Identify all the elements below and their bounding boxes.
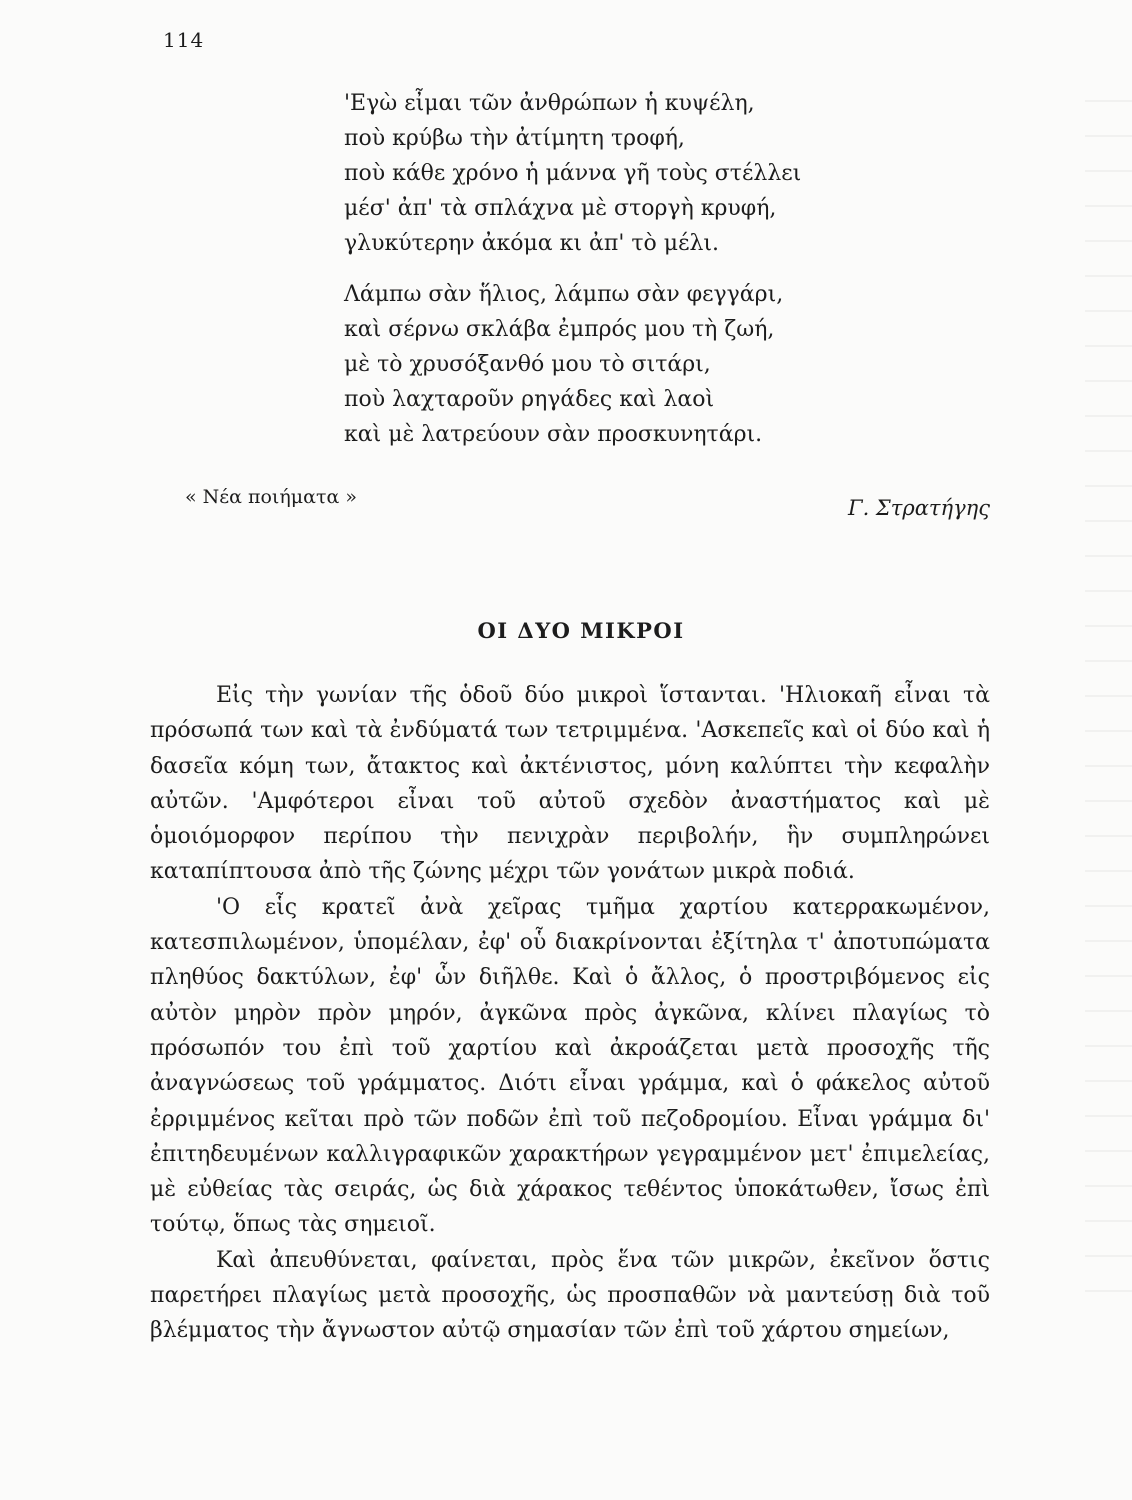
poem-author: Γ. Στρατήγης xyxy=(848,496,991,520)
poem-line: Λάμπω σὰν ἥλιος, λάμπω σὰν φεγγάρι, xyxy=(344,282,784,307)
poem-line: μὲ τὸ χρυσόξανθό μου τὸ σιτάρι, xyxy=(344,352,711,377)
article-body xyxy=(150,678,990,1349)
poem-line: ποὺ κάθε χρόνο ἡ μάννα γῆ τοὺς στέλλει xyxy=(344,161,802,186)
page-number: 114 xyxy=(163,28,205,52)
poem-stanza-1 xyxy=(344,86,964,261)
poem-line: γλυκύτερην ἀκόμα κι ἀπ' τὸ μέλι. xyxy=(344,231,720,256)
poem-line: 'Εγὼ εἶμαι τῶν ἀνθρώπων ἡ κυψέλη, xyxy=(344,91,755,116)
poem-source: « Νέα ποιήματα » xyxy=(185,486,357,508)
poem-line: ποὺ κρύβω τὴν ἀτίμητη τροφή, xyxy=(344,126,685,151)
paragraph: Εἰς τὴν γωνίαν τῆς ὁδοῦ δύο μικροὶ ἵστανται. 'Ηλιοκαῆ εἶναι τὰ πρόσωπά των καὶ τὰ ἐνδύματά των τετριμμένα. 'Ασκεπεῖς καὶ οἱ δύο καὶ ἡ δασεῖα κόμη των, ἄτακτος καὶ ἀκτένιστος, μόνη καλύπτει τὴν κεφαλὴν αὐτῶν. 'Αμφότεροι εἶναι τοῦ αὐτοῦ σχεδὸν ἀναστήματος καὶ μὲ ὁμοιόμορφον περίπου τὴν πενιχρὰν περιβολήν, ἣν συμπληρώνει καταπίπτουσα ἀπὸ τῆς ζώνης μέχρι τῶν γονάτων μικρὰ ποδιά. xyxy=(150,683,990,885)
poem-line: καὶ μὲ λατρεύουν σὰν προσκυνητάρι. xyxy=(344,422,763,447)
poem-line: ποὺ λαχταροῦν ρηγάδες καὶ λαοὶ xyxy=(344,387,715,412)
paragraph: Καὶ ἀπευθύνεται, φαίνεται, πρὸς ἕνα τῶν μικρῶν, ἐκεῖνον ὅστις παρετήρει πλαγίως μετὰ προσοχῆς, ὡς προσπαθῶν νὰ μαντεύσῃ διὰ τοῦ βλέμματος τὴν ἄγνωστον αὐτῷ σημασίαν τῶν ἐπὶ τοῦ χάρτου σημείων, xyxy=(150,1247,990,1344)
poem-stanza-2 xyxy=(344,277,964,452)
paragraph: 'Ο εἷς κρατεῖ ἀνὰ χεῖρας τμῆμα χαρτίου κατερρακωμένον, κατεσπιλωμένον, ὑπομέλαν, ἐφ' οὗ διακρίνονται ἐξίτηλα τ' ἀποτυπώματα πληθύος δακτύλων, ἐφ' ὧν διῆλθε. Καὶ ὁ ἄλλος, ὁ προστριβόμενος εἰς αὐτὸν μηρὸν πρὸν μηρόν, ἀγκῶνα πρὸς ἀγκῶνα, κλίνει πλαγίως τὸ πρόσωπόν του ἐπὶ τοῦ χαρτίου καὶ ἀκροάζεται μετὰ προσοχῆς τῆς ἀναγνώσεως τοῦ γράμματος. Διότι εἶναι γράμμα, καὶ ὁ φάκελος αὐτοῦ ἐρριμμένος κεῖται πρὸ τῶν ποδῶν ἐπὶ τοῦ πεζοδρομίου. Εἶναι γράμμα δι' ἐπιτηδευμένων καλλιγραφικῶν χαρακτήρων γεγραμμένον μετ' ἐπιμελείας, μὲ εὐθείας τὰς σειράς, ὡς διὰ χάρακος τεθέντος ὑποκάτωθεν, ἴσως ἐπὶ τούτῳ, ὅπως τὰς σημειοῖ. xyxy=(150,894,990,1238)
poem xyxy=(344,86,964,468)
poem-line: καὶ σέρνω σκλάβα ἐμπρός μου τὴ ζωή, xyxy=(344,317,775,342)
article-title: ΟΙ ΔΥΟ ΜΙΚΡΟΙ xyxy=(477,618,685,643)
poem-line: μέσ' ἀπ' τὰ σπλάχνα μὲ στοργὴ κρυφή, xyxy=(344,196,777,221)
bleed-through-texture xyxy=(1085,100,1132,1300)
